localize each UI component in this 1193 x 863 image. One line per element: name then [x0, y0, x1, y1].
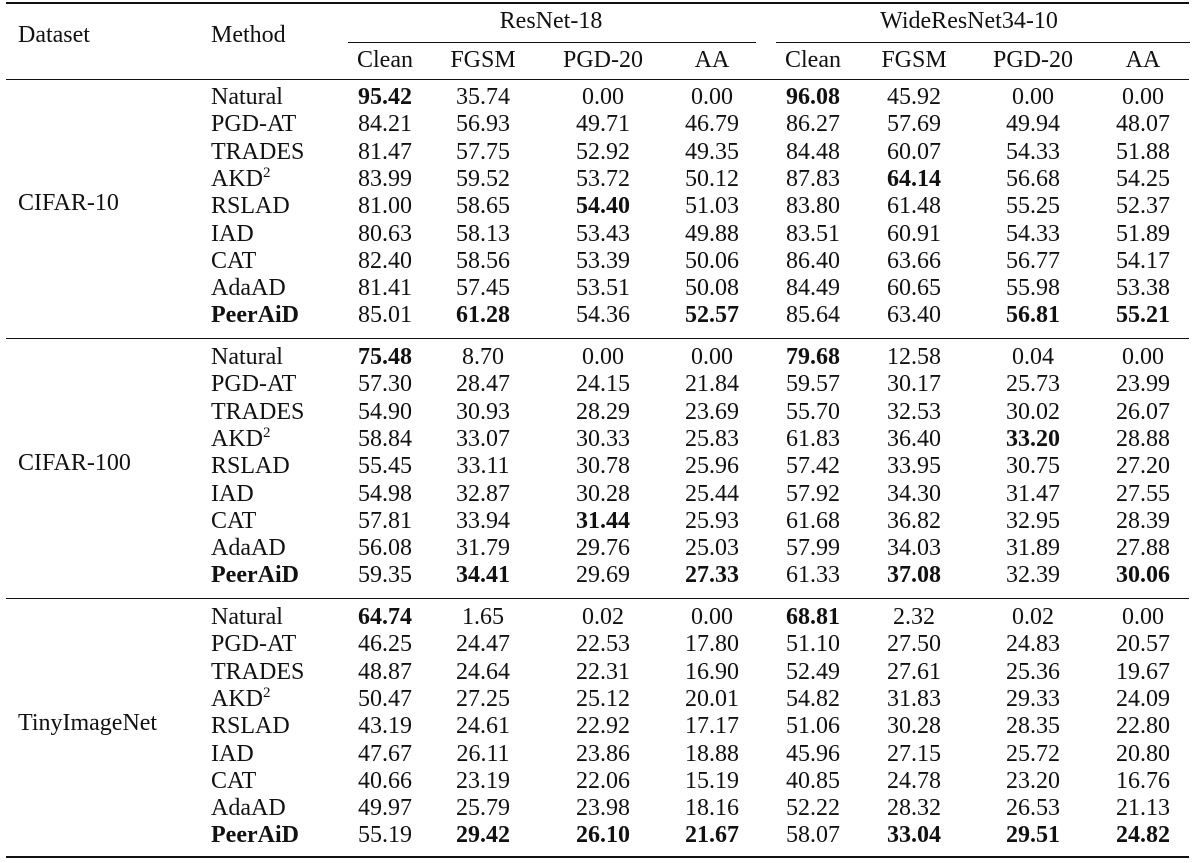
method-name	[211, 713, 290, 739]
value-cell: 30.28	[576, 481, 630, 507]
value-cell: 55.25	[1006, 193, 1060, 219]
value-cell: 57.75	[456, 139, 510, 165]
value-cell: 54.90	[358, 399, 412, 425]
value-cell: 57.92	[786, 481, 840, 507]
method-name	[211, 193, 290, 219]
method-name	[211, 453, 290, 479]
value-cell: 51.89	[1116, 221, 1170, 247]
value-cell: 16.90	[685, 659, 739, 685]
value-cell: 20.01	[685, 686, 739, 712]
value-cell: 0.00	[1122, 604, 1164, 630]
method-superscript: 2	[263, 425, 271, 441]
value-cell: 81.47	[358, 139, 412, 165]
value-cell: 26.53	[1006, 795, 1060, 821]
method-label: AKD	[211, 166, 263, 192]
value-cell: 58.13	[456, 221, 510, 247]
value-cell: 51.10	[786, 631, 840, 657]
value-cell: 54.25	[1116, 166, 1170, 192]
method-label: Natural	[211, 344, 283, 370]
value-cell: 52.57	[685, 302, 739, 328]
value-cell: 0.02	[582, 604, 624, 630]
value-cell: 84.21	[358, 111, 412, 137]
value-cell: 0.00	[1012, 84, 1054, 110]
method-name	[211, 111, 296, 137]
value-cell: 27.88	[1116, 535, 1170, 561]
value-cell: 32.53	[887, 399, 941, 425]
value-cell: 55.45	[358, 453, 412, 479]
value-cell: 47.67	[358, 741, 412, 767]
method-label: TRADES	[211, 399, 305, 425]
value-cell: 32.87	[456, 481, 510, 507]
value-cell: 23.98	[576, 795, 630, 821]
value-cell: 52.49	[786, 659, 840, 685]
value-cell: 30.02	[1006, 399, 1060, 425]
method-name	[211, 344, 283, 370]
method-label: IAD	[211, 221, 254, 247]
value-cell: 24.83	[1006, 631, 1060, 657]
value-cell: 52.37	[1116, 193, 1170, 219]
value-cell: 28.47	[456, 371, 510, 397]
value-cell: 46.25	[358, 631, 412, 657]
value-cell: 82.40	[358, 248, 412, 274]
value-cell: 57.30	[358, 371, 412, 397]
value-cell: 24.47	[456, 631, 510, 657]
value-cell: 21.67	[685, 822, 739, 848]
value-cell: 83.51	[786, 221, 840, 247]
value-cell: 68.81	[786, 604, 840, 630]
value-cell: 51.88	[1116, 139, 1170, 165]
value-cell: 57.45	[456, 275, 510, 301]
metric-header-aa: AA	[694, 47, 730, 73]
method-label: AKD	[211, 686, 263, 712]
value-cell: 24.15	[576, 371, 630, 397]
value-cell: 81.41	[358, 275, 412, 301]
method-label: AdaAD	[211, 275, 286, 301]
value-cell: 28.39	[1116, 508, 1170, 534]
value-cell: 36.82	[887, 508, 941, 534]
metric-header-pgd-20: PGD-20	[992, 47, 1074, 73]
value-cell: 0.02	[1012, 604, 1054, 630]
value-cell: 54.33	[1006, 139, 1060, 165]
method-superscript: 2	[263, 685, 271, 701]
value-cell: 50.12	[685, 166, 739, 192]
value-cell: 61.48	[887, 193, 941, 219]
value-cell: 87.83	[786, 166, 840, 192]
value-cell: 55.19	[358, 822, 412, 848]
value-cell: 28.29	[576, 399, 630, 425]
method-name	[211, 481, 254, 507]
value-cell: 57.81	[358, 508, 412, 534]
method-name	[211, 371, 296, 397]
value-cell: 83.80	[786, 193, 840, 219]
value-cell: 59.57	[786, 371, 840, 397]
value-cell: 86.40	[786, 248, 840, 274]
value-cell: 49.97	[358, 795, 412, 821]
metric-header-clean: Clean	[357, 47, 413, 73]
value-cell: 63.66	[887, 248, 941, 274]
method-name	[211, 822, 299, 848]
value-cell: 55.70	[786, 399, 840, 425]
value-cell: 15.19	[685, 768, 739, 794]
value-cell: 81.00	[358, 193, 412, 219]
value-cell: 25.93	[685, 508, 739, 534]
value-cell: 63.40	[887, 302, 941, 328]
method-name	[211, 741, 254, 767]
value-cell: 50.06	[685, 248, 739, 274]
value-cell: 24.09	[1116, 686, 1170, 712]
method-label: PeerAiD	[211, 302, 299, 328]
value-cell: 0.00	[691, 604, 733, 630]
value-cell: 57.42	[786, 453, 840, 479]
metric-header-pgd-20: PGD-20	[562, 47, 644, 73]
value-cell: 84.48	[786, 139, 840, 165]
value-cell: 49.35	[685, 139, 739, 165]
value-cell: 33.95	[887, 453, 941, 479]
value-cell: 20.80	[1116, 741, 1170, 767]
value-cell: 25.36	[1006, 659, 1060, 685]
value-cell: 61.68	[786, 508, 840, 534]
value-cell: 24.82	[1116, 822, 1170, 848]
header-rule	[6, 79, 1189, 80]
value-cell: 31.89	[1006, 535, 1060, 561]
value-cell: 22.92	[576, 713, 630, 739]
method-name	[211, 631, 296, 657]
method-label: CAT	[211, 248, 257, 274]
value-cell: 45.92	[887, 84, 941, 110]
method-label: PGD-AT	[211, 111, 297, 137]
value-cell: 27.25	[456, 686, 510, 712]
value-cell: 23.99	[1116, 371, 1170, 397]
value-cell: 12.58	[887, 344, 941, 370]
value-cell: 56.81	[1006, 302, 1060, 328]
value-cell: 20.57	[1116, 631, 1170, 657]
method-name	[211, 399, 304, 425]
header-dataset: Dataset	[18, 22, 90, 48]
value-cell: 59.52	[456, 166, 510, 192]
metric-header-fgsm: FGSM	[881, 47, 947, 73]
header-method: Method	[211, 22, 286, 48]
method-superscript: 2	[263, 165, 271, 181]
value-cell: 24.61	[456, 713, 510, 739]
value-cell: 34.03	[887, 535, 941, 561]
value-cell: 31.44	[576, 508, 630, 534]
value-cell: 61.33	[786, 562, 840, 588]
value-cell: 80.63	[358, 221, 412, 247]
value-cell: 58.07	[786, 822, 840, 848]
method-name	[211, 562, 299, 588]
top-rule	[6, 2, 1189, 4]
value-cell: 23.19	[456, 768, 510, 794]
value-cell: 54.33	[1006, 221, 1060, 247]
method-label: PGD-AT	[211, 631, 297, 657]
value-cell: 21.84	[685, 371, 739, 397]
value-cell: 52.92	[576, 139, 630, 165]
value-cell: 95.42	[358, 84, 412, 110]
value-cell: 43.19	[358, 713, 412, 739]
method-name	[211, 221, 254, 247]
value-cell: 22.31	[576, 659, 630, 685]
value-cell: 22.53	[576, 631, 630, 657]
value-cell: 48.07	[1116, 111, 1170, 137]
value-cell: 33.04	[887, 822, 941, 848]
method-label: RSLAD	[211, 453, 290, 479]
value-cell: 60.91	[887, 221, 941, 247]
value-cell: 18.88	[685, 741, 739, 767]
value-cell: 30.33	[576, 426, 630, 452]
method-label: AKD	[211, 426, 263, 452]
block-divider	[6, 338, 1189, 339]
value-cell: 40.66	[358, 768, 412, 794]
block-divider	[6, 598, 1189, 599]
method-label: CAT	[211, 508, 257, 534]
value-cell: 30.78	[576, 453, 630, 479]
value-cell: 45.96	[786, 741, 840, 767]
method-name	[211, 535, 286, 561]
value-cell: 54.40	[576, 193, 630, 219]
value-cell: 25.79	[456, 795, 510, 821]
value-cell: 84.49	[786, 275, 840, 301]
value-cell: 49.94	[1006, 111, 1060, 137]
value-cell: 30.17	[887, 371, 941, 397]
value-cell: 49.71	[576, 111, 630, 137]
value-cell: 30.75	[1006, 453, 1060, 479]
value-cell: 23.86	[576, 741, 630, 767]
value-cell: 25.44	[685, 481, 739, 507]
value-cell: 17.17	[685, 713, 739, 739]
value-cell: 23.69	[685, 399, 739, 425]
method-name	[211, 795, 286, 821]
value-cell: 50.08	[685, 275, 739, 301]
value-cell: 40.85	[786, 768, 840, 794]
value-cell: 58.84	[358, 426, 412, 452]
value-cell: 26.11	[456, 741, 510, 767]
method-name	[211, 768, 256, 794]
value-cell: 51.06	[786, 713, 840, 739]
value-cell: 46.79	[685, 111, 739, 137]
value-cell: 8.70	[462, 344, 504, 370]
value-cell: 56.93	[456, 111, 510, 137]
value-cell: 33.11	[456, 453, 510, 479]
value-cell: 83.99	[358, 166, 412, 192]
value-cell: 61.28	[456, 302, 510, 328]
value-cell: 53.39	[576, 248, 630, 274]
value-cell: 25.73	[1006, 371, 1060, 397]
value-cell: 51.03	[685, 193, 739, 219]
value-cell: 64.14	[887, 166, 941, 192]
value-cell: 59.35	[358, 562, 412, 588]
value-cell: 33.07	[456, 426, 510, 452]
method-label: RSLAD	[211, 713, 290, 739]
value-cell: 53.43	[576, 221, 630, 247]
value-cell: 23.20	[1006, 768, 1060, 794]
value-cell: 31.47	[1006, 481, 1060, 507]
value-cell: 27.61	[887, 659, 941, 685]
value-cell: 55.21	[1116, 302, 1170, 328]
value-cell: 25.83	[685, 426, 739, 452]
value-cell: 24.78	[887, 768, 941, 794]
value-cell: 28.32	[887, 795, 941, 821]
value-cell: 30.93	[456, 399, 510, 425]
method-name	[211, 659, 304, 685]
value-cell: 54.36	[576, 302, 630, 328]
value-cell: 96.08	[786, 84, 840, 110]
value-cell: 33.20	[1006, 426, 1060, 452]
value-cell: 75.48	[358, 344, 412, 370]
value-cell: 61.83	[786, 426, 840, 452]
group-header-resnet18: ResNet-18	[499, 8, 603, 34]
value-cell: 28.88	[1116, 426, 1170, 452]
value-cell: 0.00	[1122, 344, 1164, 370]
value-cell: 56.77	[1006, 248, 1060, 274]
method-name	[211, 166, 271, 192]
value-cell: 57.99	[786, 535, 840, 561]
method-label: PeerAiD	[211, 822, 299, 848]
value-cell: 50.47	[358, 686, 412, 712]
method-label: Natural	[211, 604, 283, 630]
group-underline-resnet18	[348, 42, 756, 43]
value-cell: 22.80	[1116, 713, 1170, 739]
value-cell: 64.74	[358, 604, 412, 630]
value-cell: 56.08	[358, 535, 412, 561]
value-cell: 54.98	[358, 481, 412, 507]
value-cell: 79.68	[786, 344, 840, 370]
value-cell: 0.00	[691, 344, 733, 370]
value-cell: 58.65	[456, 193, 510, 219]
value-cell: 36.40	[887, 426, 941, 452]
value-cell: 18.16	[685, 795, 739, 821]
method-label: AdaAD	[211, 535, 286, 561]
value-cell: 31.79	[456, 535, 510, 561]
value-cell: 55.98	[1006, 275, 1060, 301]
method-label: IAD	[211, 481, 254, 507]
value-cell: 31.83	[887, 686, 941, 712]
value-cell: 53.72	[576, 166, 630, 192]
method-label: CAT	[211, 768, 257, 794]
method-label: AdaAD	[211, 795, 286, 821]
value-cell: 29.69	[576, 562, 630, 588]
metric-header-clean: Clean	[785, 47, 841, 73]
value-cell: 27.15	[887, 741, 941, 767]
value-cell: 58.56	[456, 248, 510, 274]
method-label: PGD-AT	[211, 371, 297, 397]
value-cell: 27.33	[685, 562, 739, 588]
value-cell: 35.74	[456, 84, 510, 110]
method-label: TRADES	[211, 659, 305, 685]
metric-header-fgsm: FGSM	[450, 47, 516, 73]
value-cell: 26.10	[576, 822, 630, 848]
value-cell: 25.03	[685, 535, 739, 561]
method-name	[211, 84, 283, 110]
value-cell: 26.07	[1116, 399, 1170, 425]
method-name	[211, 604, 283, 630]
value-cell: 16.76	[1116, 768, 1170, 794]
bottom-rule	[6, 856, 1189, 858]
method-name	[211, 686, 271, 712]
dataset-label: CIFAR-10	[18, 190, 119, 216]
value-cell: 29.33	[1006, 686, 1060, 712]
value-cell: 27.55	[1116, 481, 1170, 507]
metric-header-aa: AA	[1125, 47, 1161, 73]
value-cell: 1.65	[462, 604, 504, 630]
value-cell: 34.41	[456, 562, 510, 588]
value-cell: 2.32	[893, 604, 935, 630]
method-name	[211, 139, 304, 165]
value-cell: 0.00	[582, 344, 624, 370]
value-cell: 0.00	[691, 84, 733, 110]
method-name	[211, 275, 286, 301]
value-cell: 56.68	[1006, 166, 1060, 192]
value-cell: 54.17	[1116, 248, 1170, 274]
value-cell: 0.00	[1122, 84, 1164, 110]
value-cell: 21.13	[1116, 795, 1170, 821]
dataset-label: CIFAR-100	[18, 450, 131, 476]
value-cell: 17.80	[685, 631, 739, 657]
value-cell: 25.12	[576, 686, 630, 712]
value-cell: 32.39	[1006, 562, 1060, 588]
method-name	[211, 248, 256, 274]
value-cell: 22.06	[576, 768, 630, 794]
value-cell: 57.69	[887, 111, 941, 137]
value-cell: 19.67	[1116, 659, 1170, 685]
method-label: RSLAD	[211, 193, 290, 219]
value-cell: 86.27	[786, 111, 840, 137]
value-cell: 53.38	[1116, 275, 1170, 301]
value-cell: 49.88	[685, 221, 739, 247]
value-cell: 34.30	[887, 481, 941, 507]
method-label: IAD	[211, 741, 254, 767]
value-cell: 33.94	[456, 508, 510, 534]
method-label: TRADES	[211, 139, 305, 165]
value-cell: 29.51	[1006, 822, 1060, 848]
value-cell: 32.95	[1006, 508, 1060, 534]
value-cell: 54.82	[786, 686, 840, 712]
group-underline-wideresnet	[776, 42, 1190, 43]
value-cell: 27.20	[1116, 453, 1170, 479]
value-cell: 60.07	[887, 139, 941, 165]
value-cell: 52.22	[786, 795, 840, 821]
value-cell: 28.35	[1006, 713, 1060, 739]
value-cell: 24.64	[456, 659, 510, 685]
group-header-wideresnet: WideResNet34-10	[880, 8, 1058, 34]
value-cell: 25.96	[685, 453, 739, 479]
value-cell: 85.64	[786, 302, 840, 328]
method-label: PeerAiD	[211, 562, 299, 588]
method-name	[211, 302, 299, 328]
value-cell: 30.06	[1116, 562, 1170, 588]
method-name	[211, 426, 271, 452]
value-cell: 37.08	[887, 562, 941, 588]
value-cell: 27.50	[887, 631, 941, 657]
value-cell: 29.42	[456, 822, 510, 848]
value-cell: 60.65	[887, 275, 941, 301]
dataset-label: TinyImageNet	[18, 710, 158, 736]
value-cell: 30.28	[887, 713, 941, 739]
method-name	[211, 508, 256, 534]
method-label: Natural	[211, 84, 283, 110]
value-cell: 0.04	[1012, 344, 1054, 370]
value-cell: 25.72	[1006, 741, 1060, 767]
value-cell: 48.87	[358, 659, 412, 685]
value-cell: 53.51	[576, 275, 630, 301]
value-cell: 29.76	[576, 535, 630, 561]
value-cell: 85.01	[358, 302, 412, 328]
value-cell: 0.00	[582, 84, 624, 110]
